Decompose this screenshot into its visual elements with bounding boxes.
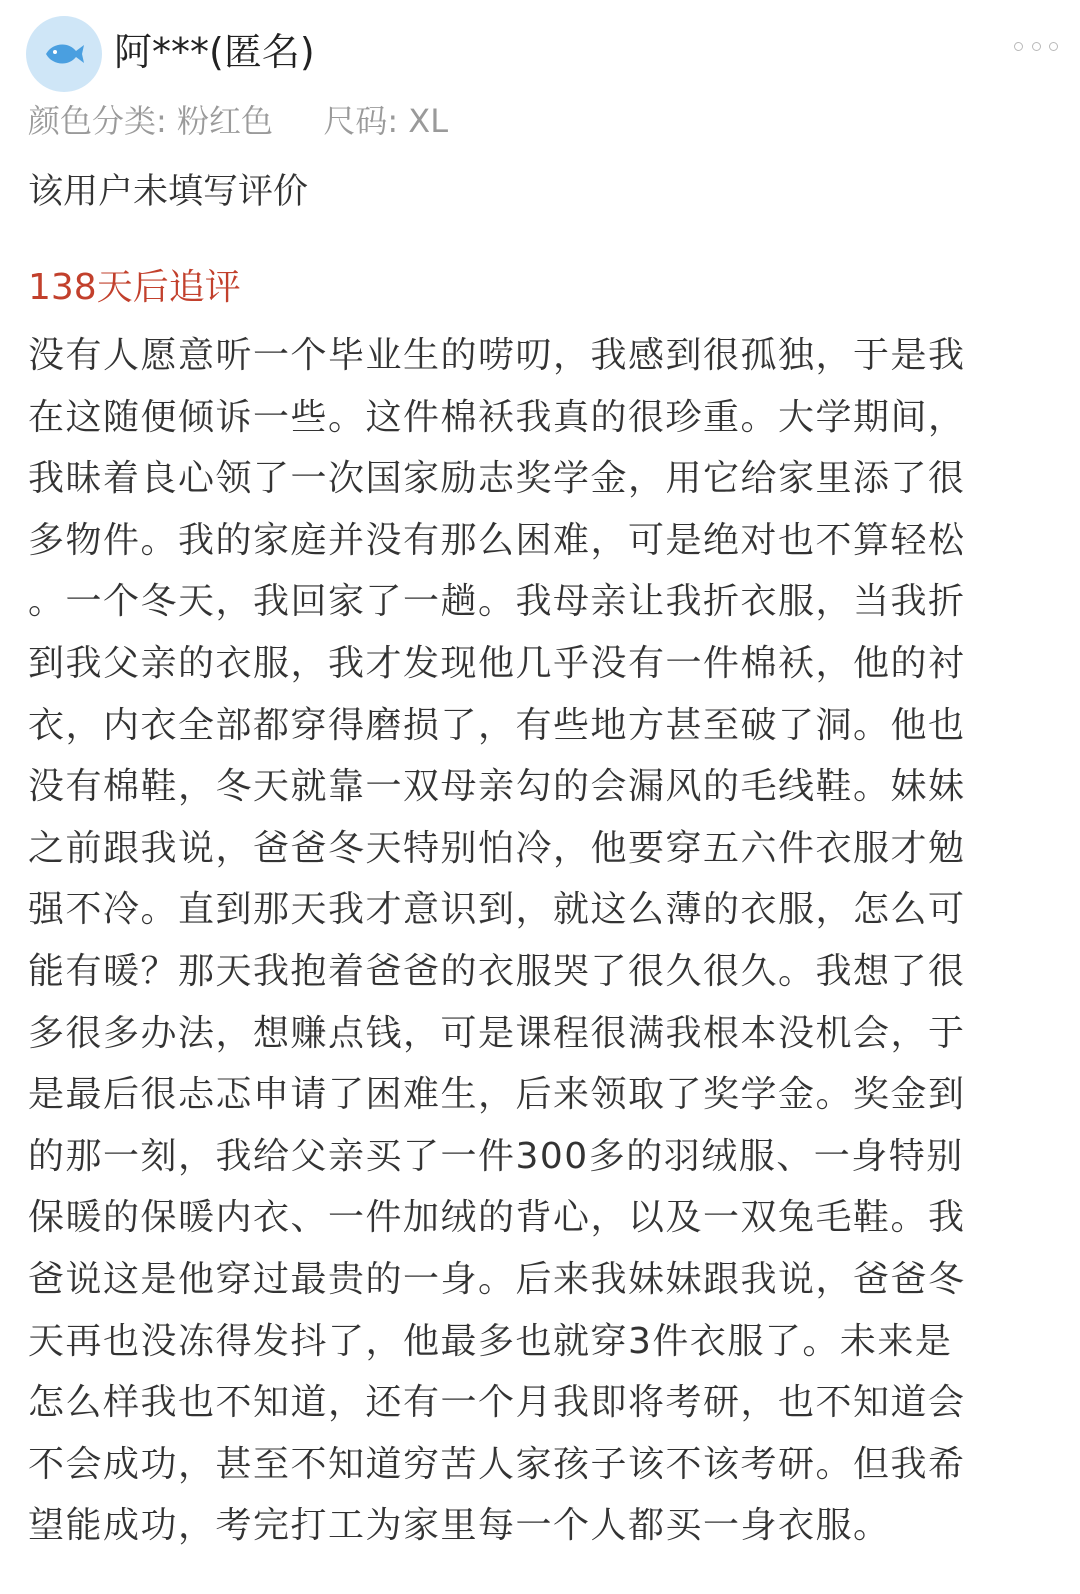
followup-line: 之前跟我说，爸爸冬天特别怕冷，他要穿五六件衣服才勉 [28, 827, 966, 869]
avatar[interactable] [26, 16, 102, 92]
color-value: 粉红色 [176, 102, 273, 140]
followup-line: 爸说这是他穿过最贵的一身。后来我妹妹跟我说，爸爸冬 [28, 1258, 966, 1300]
followup-line: 在这随便倾诉一些。这件棉袄我真的很珍重。大学期间， [28, 396, 966, 438]
followup-line: 是最后很忐忑申请了困难生，后来领取了奖学金。奖金到 [28, 1074, 966, 1116]
review-text: 该用户未填写评价 [28, 172, 309, 212]
followup-line: 多物件。我的家庭并没有那么困难，可是绝对也不算轻松 [28, 519, 966, 561]
followup-label: 138天后追评 [28, 267, 241, 308]
username: 阿***(匿名) [114, 30, 315, 74]
more-dots-icon[interactable] [1014, 38, 1058, 54]
more-dot [1032, 42, 1041, 51]
followup-line: 没有人愿意听一个毕业生的唠叨，我感到很孤独，于是我 [28, 335, 966, 376]
followup-line: 。一个冬天，我回家了一趟。我母亲让我折衣服，当我折 [28, 581, 966, 623]
fish-icon [42, 39, 86, 69]
sku-info [28, 98, 448, 144]
more-dot [1014, 42, 1023, 51]
followup-line: 怎么样我也不知道，还有一个月我即将考研，也不知道会 [28, 1382, 966, 1424]
followup-line: 天再也没冻得发抖了，他最多也就穿3件衣服了。未来是 [28, 1320, 953, 1362]
followup-line: 我昧着良心领了一次国家励志奖学金，用它给家里添了很 [28, 458, 966, 500]
followup-line: 多很多办法，想赚点钱，可是课程很满我根本没机会，于 [28, 1012, 966, 1054]
followup-line: 衣，内衣全部都穿得磨损了，有些地方甚至破了洞。他也 [28, 704, 966, 746]
more-dot [1049, 42, 1058, 51]
size-value: XL [408, 102, 449, 140]
color-label: 颜色分类: [28, 102, 167, 140]
size-label: 尺码: [323, 102, 399, 140]
followup-line: 能有暖？那天我抱着爸爸的衣服哭了很久很久。我想了很 [28, 950, 966, 992]
followup-line: 到我父亲的衣服，我才发现他几乎没有一件棉袄，他的衬 [28, 642, 966, 684]
followup-line: 望能成功，考完打工为家里每一个人都买一身衣服。 [28, 1505, 891, 1547]
followup-text [28, 325, 1028, 1557]
followup-line: 不会成功，甚至不知道穷苦人家孩子该不该考研。但我希 [28, 1443, 966, 1485]
followup-line: 的那一刻，我给父亲买了一件300多的羽绒服、一身特别 [28, 1135, 964, 1177]
followup-line: 保暖的保暖内衣、一件加绒的背心，以及一双兔毛鞋。我 [28, 1197, 966, 1239]
followup-line: 强不冷。直到那天我才意识到，就这么薄的衣服，怎么可 [28, 889, 966, 931]
followup-line: 没有棉鞋，冬天就靠一双母亲勾的会漏风的毛线鞋。妹妹 [28, 766, 966, 808]
